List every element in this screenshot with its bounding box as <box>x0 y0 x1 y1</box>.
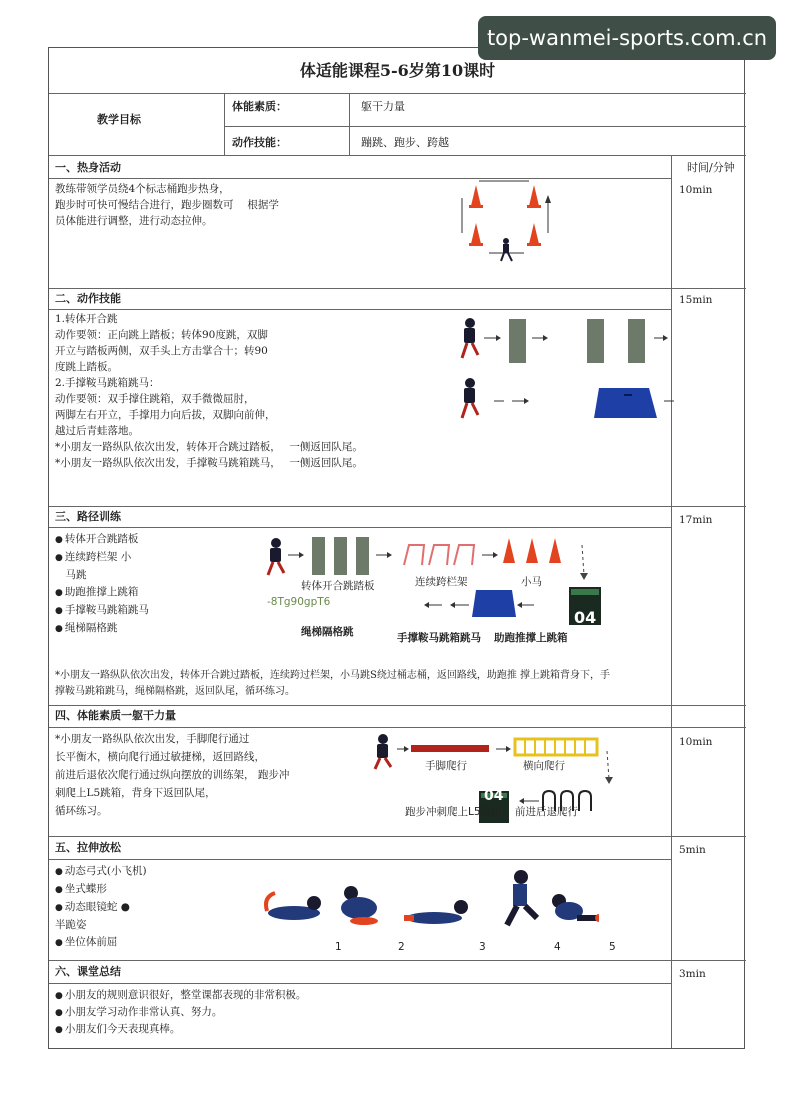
airplane-stretch-figure <box>266 893 321 920</box>
stretch-number-2: 2 <box>398 941 405 953</box>
sit-reach-stretch-figure <box>552 894 599 922</box>
summary-list <box>55 987 306 1038</box>
divider <box>224 126 746 127</box>
list-item: ● 坐位体前屈 <box>55 934 147 952</box>
caption-backforth: 前进后退爬行 <box>515 806 578 818</box>
stretch-list <box>55 863 147 952</box>
core-box-number: 04 <box>484 788 504 804</box>
cone-icon <box>503 538 515 563</box>
divider <box>49 506 746 507</box>
stretch-number-5: 5 <box>609 941 616 953</box>
stretch-number-3: 3 <box>479 941 486 953</box>
divider <box>49 727 746 728</box>
cone-icon <box>549 538 561 563</box>
cone-icon <box>526 538 538 563</box>
list-item: ● 连续跨栏架 小 马跳 <box>55 549 149 584</box>
skills-time: 15min <box>679 294 713 306</box>
cone-icon <box>469 223 483 246</box>
list-item: ● 小朋友学习动作非常认真、努力。 <box>55 1004 306 1021</box>
skills-diagram <box>454 313 674 428</box>
skill-value: 蹦跳、跑步、跨越 <box>361 136 449 149</box>
summary-time: 3min <box>679 968 706 980</box>
list-item: ● 助跑推撑上跳箱 <box>55 584 149 602</box>
divider <box>49 836 746 837</box>
runner-icon <box>462 318 478 358</box>
vault-mat-icon <box>472 590 516 617</box>
stretch-number-1: 1 <box>335 941 342 953</box>
divider <box>224 93 225 155</box>
lesson-plan-sheet <box>48 47 745 1049</box>
butterfly-stretch-figure <box>341 886 378 925</box>
circuit-heading: 三、路径训练 <box>55 510 121 523</box>
circuit-list <box>55 531 149 638</box>
list-item: ● 小朋友们今天表现真棒。 <box>55 1021 306 1038</box>
fitness-value: 躯干力量 <box>361 100 405 113</box>
step-board-icon <box>587 319 604 363</box>
divider <box>49 960 746 961</box>
caption-lateral: 横向爬行 <box>523 760 565 772</box>
divider <box>49 155 746 156</box>
divider <box>49 178 671 179</box>
step-board-icon <box>334 537 347 575</box>
list-item: ● 坐式蝶形 <box>55 881 147 899</box>
caption-box: 助跑推撑上跳箱 <box>494 632 568 644</box>
divider <box>49 309 671 310</box>
runner-icon <box>501 238 512 261</box>
warmup-heading: 一、热身活动 <box>55 161 121 174</box>
step-board-icon <box>628 319 645 363</box>
list-item: ● 手撑鞍马跳箱跳马 <box>55 602 149 620</box>
summary-heading: 六、课堂总结 <box>55 965 121 978</box>
divider <box>49 527 671 528</box>
caption-crawl: 手脚爬行 <box>425 760 467 772</box>
stretch-figures <box>259 863 599 943</box>
divider <box>49 93 746 94</box>
warmup-time: 10min <box>679 184 713 196</box>
skills-heading: 二、动作技能 <box>55 292 121 305</box>
agility-ladder-icon <box>515 739 597 755</box>
list-item: ● 绳梯隔格跳 <box>55 620 149 638</box>
runner-icon <box>268 538 284 575</box>
core-text: *小朋友一路纵队依次出发，手脚爬行通过 长平衡木，横向爬行通过敏捷梯，返回路线， 前进后退依次爬行通过纵向摆放的训练架， 跑步冲 刺爬上L5跳箱，背身下返回队尾， 循环练习。 <box>55 733 290 817</box>
circuit-note: *小朋友一路纵队依次出发，转体开合跳过踏板，连续跨过栏架，小马跳S绕过桶志桶，返回路线，助跑推 撑上跳箱背身下，手 撑鞍马跳箱跳马，绳梯隔格跳，返回队尾，循环练习。 <box>55 670 611 697</box>
list-item: ● 动态眼镜蛇 ● 半跪姿 <box>55 899 147 934</box>
divider <box>349 93 350 155</box>
caption-sprint: 跑步冲刺爬上L5跳箱 <box>405 806 502 818</box>
caption-vault: 手撑鞍马跳箱跳马 <box>397 632 481 644</box>
divider <box>49 859 671 860</box>
step-board-icon <box>356 537 369 575</box>
fitness-label: 体能素质： <box>232 100 287 113</box>
divider <box>49 288 746 289</box>
vault-mat-icon <box>594 388 657 418</box>
list-item: ● 动态弓式(小飞机) <box>55 863 147 881</box>
list-item: ● 转体开合跳踏板 <box>55 531 149 549</box>
runner-icon <box>375 734 391 769</box>
time-header: 时间/分钟 <box>687 161 735 174</box>
cone-icon <box>469 185 483 208</box>
caption-ladder: 绳梯隔格跳 <box>301 626 354 638</box>
cone-icon <box>527 223 541 246</box>
caption-hurdles: 连续跨栏架 <box>415 576 468 588</box>
kneeling-stretch-figure <box>507 870 537 925</box>
warmup-text: 教练带领学员绕4个标志桶跑步热身， 跑步时可快可慢结合进行，跑步圈数可 根据学 员体能进行调整，进行动态拉伸。 <box>55 183 279 227</box>
caption-board: 转体开合跳踏板 <box>301 580 375 592</box>
divider <box>49 983 671 984</box>
cone-icon <box>527 185 541 208</box>
circuit-time: 17min <box>679 514 713 526</box>
warmup-cones-diagram <box>454 173 564 268</box>
objectives-label: 教学目标 <box>97 113 141 126</box>
stretch-time: 5min <box>679 844 706 856</box>
caption-code: -8Tg90gpT6 <box>267 596 331 608</box>
stretch-number-4: 4 <box>554 941 561 953</box>
skill-label: 动作技能： <box>232 136 287 149</box>
divider <box>49 705 746 706</box>
balance-beam-icon <box>411 745 489 752</box>
caption-horse: 小马 <box>521 576 542 588</box>
cobra-stretch-figure <box>404 900 468 924</box>
runner-icon <box>462 378 478 418</box>
skills-text: 1.转体开合跳 动作要领：正向跳上踏板；转体90度跳，双脚 开立与踏板两侧，双手头上方击掌合十；转90 度跳上踏板。 2.手撑鞍马跳箱跳马： 动作要领：双手撑住跳箱，双手微微屈肘， 两脚左右开立，手撑用力向后拔，双脚向前伸， 越过后青蛙落地。 *小朋友一路纵队依次出发，转体开合跳过踏板， 一侧返回队尾。 *小朋友一路纵队依次出发，手撑鞍马跳箱跳马， 一侧返回队尾。 <box>55 313 363 469</box>
core-heading: 四、体能素质一躯干力量 <box>55 709 176 722</box>
stretch-heading: 五、拉伸放松 <box>55 841 121 854</box>
step-board-icon <box>509 319 526 363</box>
list-item: ● 小朋友的规则意识很好，整堂课都表现的非常积极。 <box>55 987 306 1004</box>
watermark: top-wanmei-sports.com.cn <box>478 16 776 60</box>
step-board-icon <box>312 537 325 575</box>
page-title: 体适能课程5-6岁第10课时 <box>299 61 496 80</box>
hurdle-icon <box>404 545 474 565</box>
box-number: 04 <box>574 608 597 627</box>
core-time: 10min <box>679 736 713 748</box>
